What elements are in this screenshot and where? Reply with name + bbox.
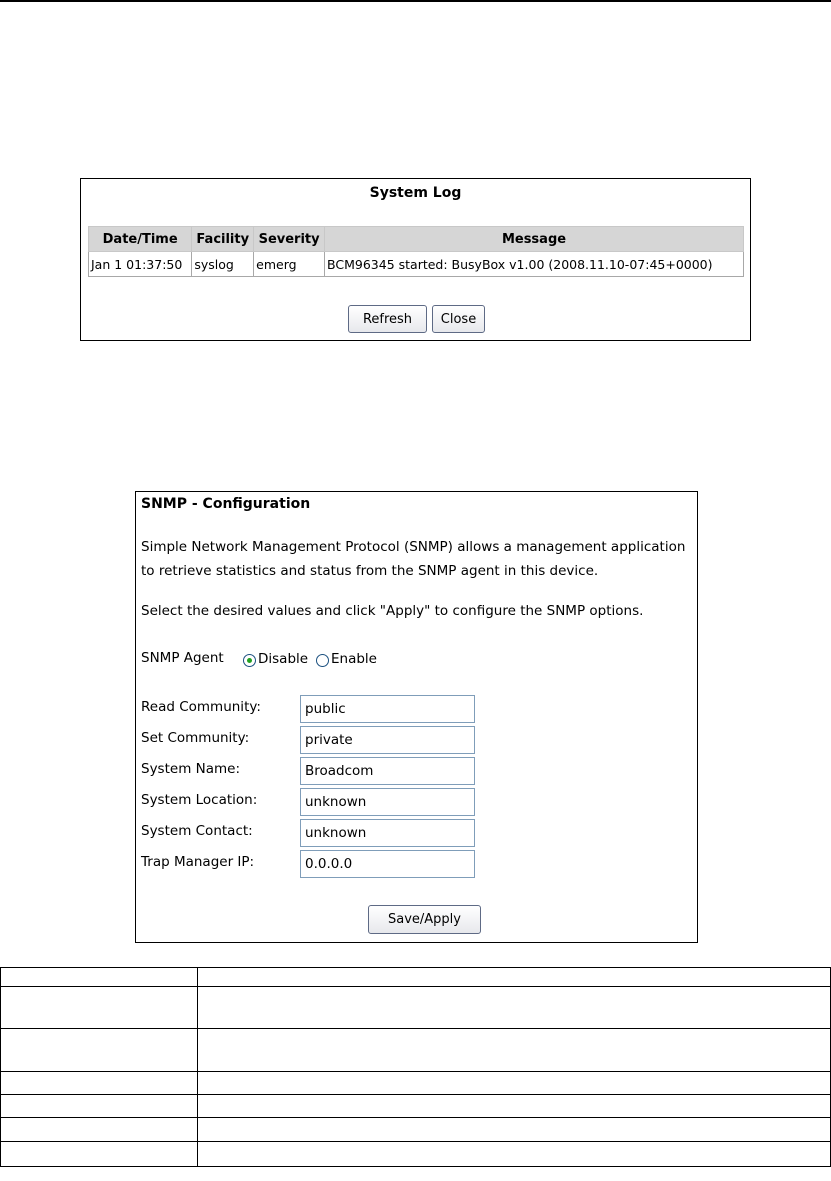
- page-top-rule: [0, 0, 831, 2]
- system-log-panel: [80, 178, 751, 341]
- set-community-label: Set Community:: [141, 730, 250, 746]
- close-button[interactable]: Close: [432, 305, 485, 333]
- col-facility: Facility: [192, 227, 254, 252]
- table-row: [1, 1095, 831, 1118]
- table-row: [89, 252, 744, 277]
- set-community-input[interactable]: private: [300, 726, 475, 754]
- col-message: Message: [325, 227, 744, 252]
- system-log-table: [88, 226, 744, 277]
- log-message: BCM96345 started: BusyBox v1.00 (2008.11.10-07:45+0000): [325, 252, 744, 277]
- table-row: [1, 968, 831, 987]
- log-severity: emerg: [254, 252, 325, 277]
- col-datetime: Date/Time: [89, 227, 192, 252]
- trap-manager-ip-label: Trap Manager IP:: [141, 854, 255, 870]
- system-name-label: System Name:: [141, 761, 241, 777]
- table-row: [1, 1142, 831, 1167]
- snmp-agent-label: SNMP Agent: [141, 650, 224, 666]
- table-row: [1, 1118, 831, 1142]
- save-apply-button[interactable]: Save/Apply: [368, 905, 481, 934]
- log-facility: syslog: [192, 252, 254, 277]
- system-contact-input[interactable]: unknown: [300, 819, 475, 847]
- table-row: [1, 987, 831, 1029]
- refresh-button[interactable]: Refresh: [348, 305, 427, 333]
- snmp-description-line1: Simple Network Management Protocol (SNMP) allows a management application: [141, 539, 686, 555]
- system-name-input[interactable]: Broadcom: [300, 757, 475, 785]
- table-row: [1, 1029, 831, 1072]
- snmp-instruction: Select the desired values and click "Apply" to configure the SNMP options.: [141, 603, 644, 619]
- system-contact-label: System Contact:: [141, 823, 253, 839]
- agent-disable-radio[interactable]: [243, 654, 256, 667]
- log-datetime: Jan 1 01:37:50: [89, 252, 192, 277]
- read-community-label: Read Community:: [141, 699, 261, 715]
- trap-manager-ip-input[interactable]: 0.0.0.0: [300, 850, 475, 878]
- system-location-label: System Location:: [141, 792, 258, 808]
- parameter-table: [0, 967, 831, 1167]
- table-row: [1, 1072, 831, 1095]
- system-location-input[interactable]: unknown: [300, 788, 475, 816]
- snmp-title: SNMP - Configuration: [141, 496, 311, 512]
- snmp-description-line2: to retrieve statistics and status from the SNMP agent in this device.: [141, 563, 599, 579]
- agent-enable-radio[interactable]: [316, 654, 329, 667]
- agent-disable-label[interactable]: Disable: [258, 651, 309, 667]
- col-severity: Severity: [254, 227, 325, 252]
- agent-enable-label[interactable]: Enable: [331, 651, 377, 667]
- system-log-title: System Log: [369, 185, 462, 201]
- log-header-row: [89, 227, 744, 252]
- read-community-input[interactable]: public: [300, 695, 475, 723]
- snmp-config-panel: [135, 491, 698, 943]
